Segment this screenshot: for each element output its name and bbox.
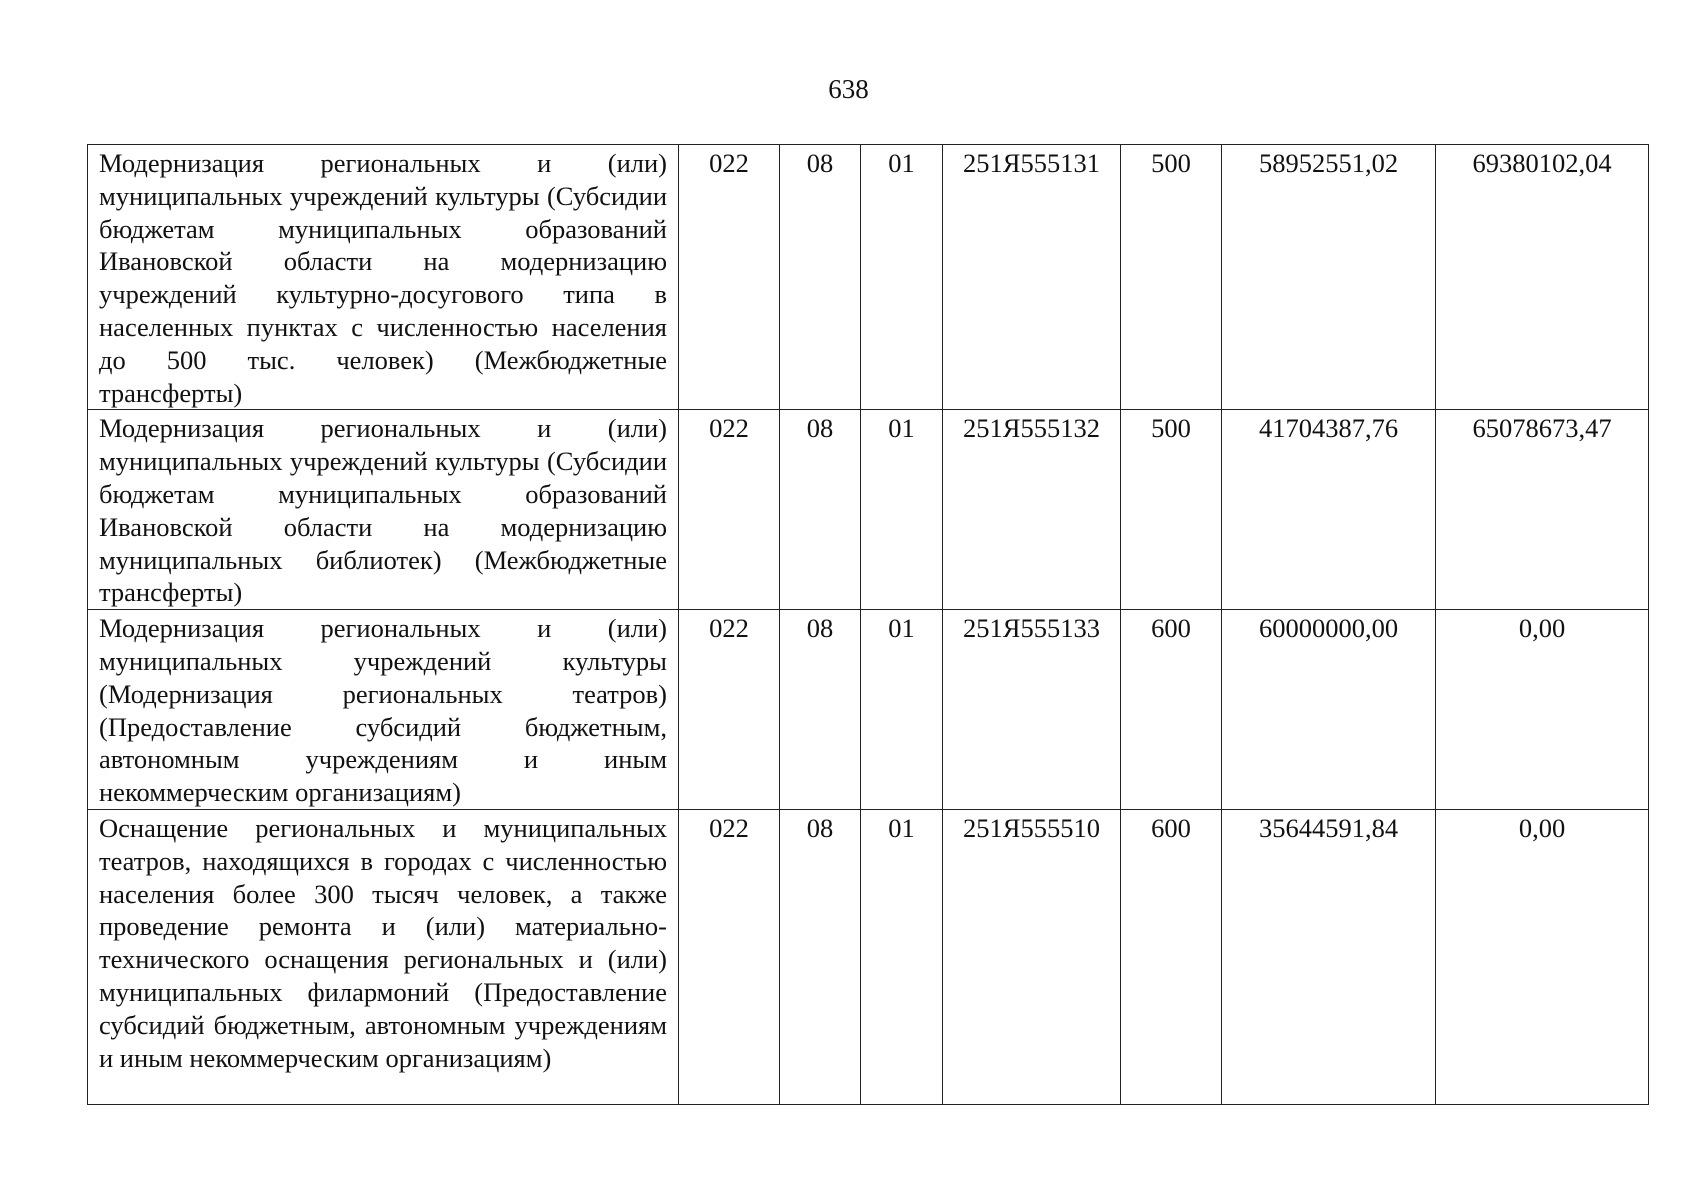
amount-year-1: 58952551,02: [1222, 145, 1436, 410]
section-code: 08: [780, 610, 861, 810]
row-description: Модернизация региональных и (или) муниципальных учреждений культуры (Модернизация региональных театров) (Предоставление субсидий бюджетным, автономным учреждениям и иным некоммерческим организациям): [88, 610, 679, 810]
amount-year-2: 69380102,04: [1436, 145, 1649, 410]
amount-year-2: 65078673,47: [1436, 410, 1649, 610]
expense-type-code: 500: [1121, 145, 1222, 410]
ministry-code: 022: [679, 809, 780, 1104]
expense-type-code: 600: [1121, 610, 1222, 810]
section-code: 08: [780, 410, 861, 610]
page-number: 638: [828, 74, 869, 104]
section-code: 08: [780, 145, 861, 410]
target-article-code: 251Я555131: [943, 145, 1121, 410]
amount-year-2: 0,00: [1436, 809, 1649, 1104]
subsection-code: 01: [861, 410, 943, 610]
budget-table: [87, 144, 1649, 1105]
target-article-code: 251Я555133: [943, 610, 1121, 810]
table-row: [88, 809, 1649, 1104]
ministry-code: 022: [679, 610, 780, 810]
ministry-code: 022: [679, 145, 780, 410]
expense-type-code: 600: [1121, 809, 1222, 1104]
target-article-code: 251Я555510: [943, 809, 1121, 1104]
target-article-code: 251Я555132: [943, 410, 1121, 610]
subsection-code: 01: [861, 809, 943, 1104]
row-description: Оснащение региональных и муниципальных театров, находящихся в городах с численностью населения более 300 тысяч человек, а также проведение ремонта и (или) материально-технического оснащения региональных и (или) муниципальных филармоний (Предоставление субсидий бюджетным, автономным учреждениям и иным некоммерческим организациям): [88, 809, 679, 1104]
amount-year-1: 41704387,76: [1222, 410, 1436, 610]
amount-year-2: 0,00: [1436, 610, 1649, 810]
amount-year-1: 60000000,00: [1222, 610, 1436, 810]
expense-type-code: 500: [1121, 410, 1222, 610]
row-description: Модернизация региональных и (или) муниципальных учреждений культуры (Субсидии бюджетам муниципальных образований Ивановской области на модернизацию учреждений культурно-досугового типа в населенных пунктах с численностью населения до 500 тыс. человек) (Межбюджетные трансферты): [88, 145, 679, 410]
amount-year-1: 35644591,84: [1222, 809, 1436, 1104]
section-code: 08: [780, 809, 861, 1104]
subsection-code: 01: [861, 145, 943, 410]
table-row: [88, 610, 1649, 810]
table-row: [88, 410, 1649, 610]
table-row: [88, 145, 1649, 410]
subsection-code: 01: [861, 610, 943, 810]
row-description: Модернизация региональных и (или) муниципальных учреждений культуры (Субсидии бюджетам муниципальных образований Ивановской области на модернизацию муниципальных библиотек) (Межбюджетные трансферты): [88, 410, 679, 610]
ministry-code: 022: [679, 410, 780, 610]
